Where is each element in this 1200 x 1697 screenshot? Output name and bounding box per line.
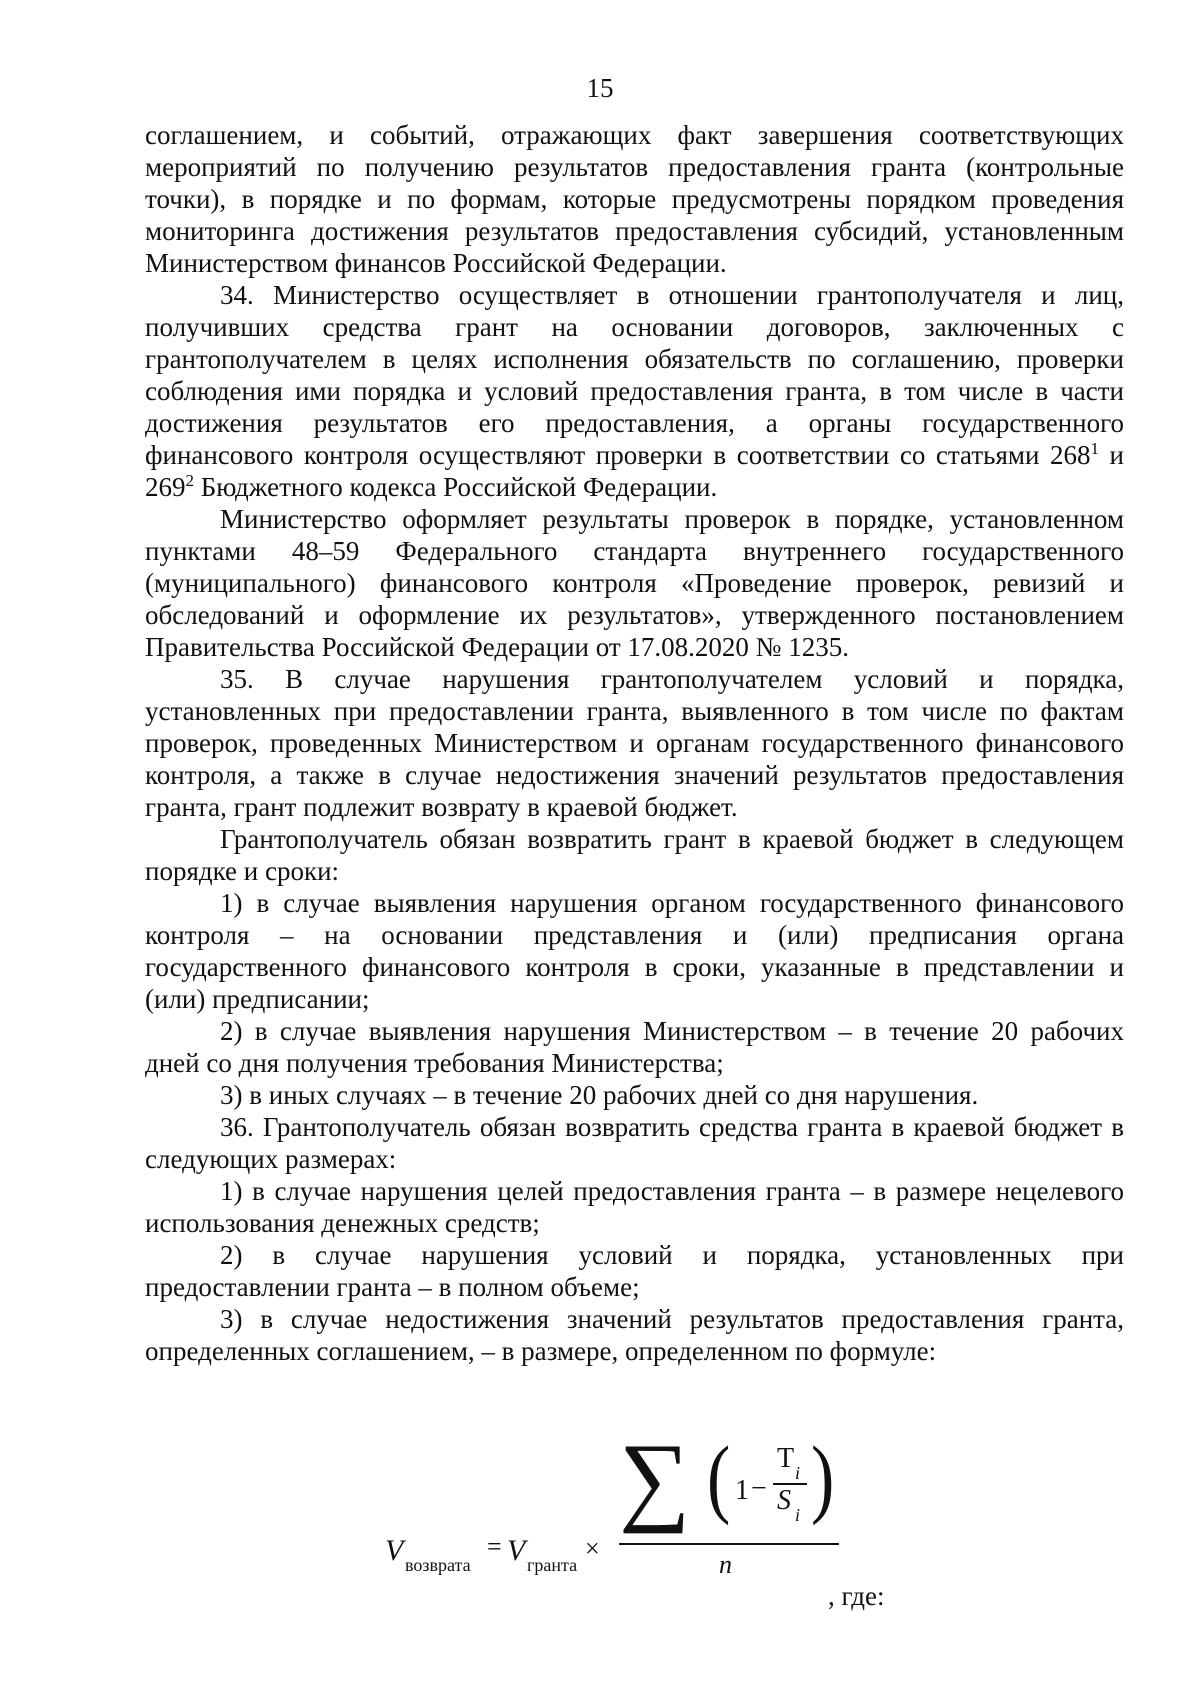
paragraph-35: 35. В случае нарушения грантополучателем условий и порядка, установленных при предоставлении гранта, выявленного в том числе по фактам проверок, проведенных Министерством и органам государственного финансового контроля, а также в случае недостижения значений результатов предоставления гранта, грант подлежит возврату в краевой бюджет. <box>145 664 1124 822</box>
formula-one: 1 <box>735 1475 749 1506</box>
formula-v-grant: V <box>507 1534 526 1567</box>
paragraph-34 <box>145 279 1124 503</box>
list-item-order-3: 3) в иных случаях – в течение 20 рабочих дней со дня нарушения. <box>220 1080 979 1110</box>
formula-s: S <box>777 1485 791 1516</box>
list-item-order-1: 1) в случае выявления нарушения органом государственного финансового контроля – на основании представления и (или) предписания органа государственного финансового контроля в сроки, указанные в представлении и (или) предписании; <box>145 888 1124 1014</box>
paragraph-34-end: Бюджетного кодекса Российской Федерации. <box>194 472 718 502</box>
formula-t-sub: i <box>795 1463 801 1483</box>
formula-open-paren: ( <box>707 1430 731 1527</box>
paragraph-checks-results: Министерство оформляет результаты проверок в порядке, установленном пунктами 48–59 Федерального стандарта внутреннего государственного (муниципального) финансового контроля «Проведение проверок, ревизий и обследований и оформление их результатов», утвержденного постановлением Правительства Российской Федерации от 17.08.2020 № 1235. <box>145 504 1124 662</box>
formula-sub-return: возврата <box>405 1555 471 1575</box>
formula-minus: − <box>751 1473 767 1504</box>
paragraph-34-and: и 269 <box>145 440 1125 502</box>
paragraph-36: 36. Грантополучатель обязан возвратить средства гранта в краевой бюджет в следующих размерах: <box>145 1112 1124 1174</box>
document-body <box>145 119 1124 1637</box>
formula-fraction-bar <box>619 1543 839 1545</box>
page-number: 15 <box>586 73 614 103</box>
list-item-amount-2: 2) в случае нарушения условий и порядка, установленных при предоставлении гранта – в полном объеме; <box>145 1240 1124 1302</box>
formula-t: T <box>777 1443 795 1474</box>
formula-suffix: , где: <box>828 1581 885 1611</box>
superscript-2: 2 <box>185 471 194 490</box>
list-item-amount-1: 1) в случае нарушения целей предоставления гранта – в размере нецелевого использования денежных средств; <box>145 1176 1124 1238</box>
formula-v-return: V <box>385 1534 404 1567</box>
formula-s-sub: i <box>795 1505 801 1525</box>
formula-block <box>145 1377 1124 1637</box>
formula-equals: = <box>487 1532 502 1561</box>
paragraph-return-order: Грантополучатель обязан возвратить грант в краевой бюджет в следующем порядке и сроки: <box>145 824 1124 886</box>
superscript-1: 1 <box>1090 439 1099 458</box>
formula-sum-symbol: ∑ <box>619 1423 691 1534</box>
paragraph-34-text: 34. Министерство осуществляет в отношении грантополучателя и лиц, получивших средства грант на основании договоров, заключенных с грантополучателем в целях исполнения обязательств по соглашению, проверки соблюдения ими порядка и условий предоставления гранта, в том числе в части достижения результатов его предоставления, а органы государственного финансового контроля осуществляют проверки в соответствии со статьями 268 <box>145 280 1124 470</box>
formula-times: × <box>585 1534 600 1563</box>
list-item-amount-3: 3) в случае недостижения значений результатов предоставления гранта, определенных соглашением, – в размере, определенном по формуле: <box>145 1304 1124 1366</box>
formula-n: n <box>719 1550 732 1579</box>
paragraph-continuation: соглашением, и событий, отражающих факт завершения соответствующих мероприятий по получению результатов предоставления гранта (контрольные точки), в порядке и по формам, которые предусмотрены порядком проведения мониторинга достижения результатов предоставления субсидий, установленным Министерством финансов Российской Федерации. <box>145 120 1124 278</box>
formula-close-paren: ) <box>811 1430 835 1527</box>
list-item-order-2: 2) в случае выявления нарушения Министерством – в течение 20 рабочих дней со дня получения требования Министерства; <box>145 1016 1124 1078</box>
formula-sub-grant: гранта <box>527 1555 578 1575</box>
